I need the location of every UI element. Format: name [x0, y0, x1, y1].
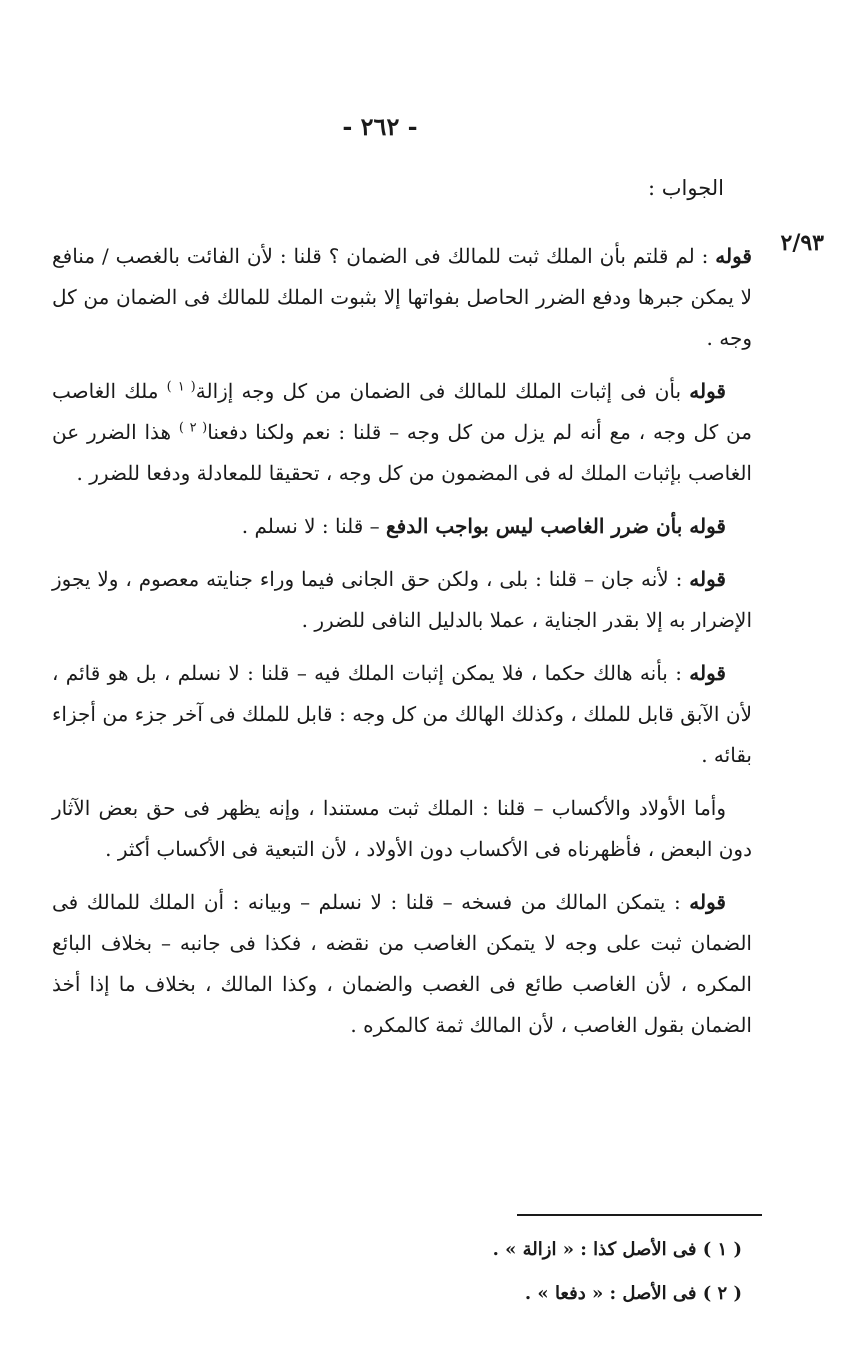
paragraph-lead: قوله	[715, 244, 752, 268]
paragraph-text: وأما الأولاد والأكساب – قلنا : الملك ثبت مستندا ، وإنه يظهر فى حق بعض الآثار دون البعض ، فأظهرناه فى الأكساب دون الأولاد ، لأن التبعية فى الأكساب أكثر .	[52, 796, 752, 861]
paragraph-lead: قوله	[689, 379, 726, 403]
footnote-2: ( ٢ ) فى الأصل : « دفعا » .	[524, 1283, 742, 1304]
section-heading: الجواب :	[648, 176, 724, 200]
paragraph-5	[52, 653, 752, 776]
paragraph-lead: قوله	[689, 567, 726, 591]
body-text	[52, 236, 752, 1058]
paragraph-3	[52, 506, 752, 547]
paragraph-text: هذا الضرر عن الغاصب بإثبات الملك له فى المضمون من كل وجه ، تحقيقا للمعادلة ودفعا للضرر .	[52, 420, 752, 485]
footnote-1: ( ١ ) فى الأصل كذا : « ازالة » .	[492, 1239, 742, 1260]
paragraph-7	[52, 882, 752, 1046]
footnote-divider	[517, 1214, 762, 1216]
paragraph-text: بأن فى إثبات الملك للمالك فى الضمان من كل وجه إزالة	[195, 379, 690, 403]
paragraph-2	[52, 371, 752, 494]
paragraph-text: : يتمكن المالك من فسخه – قلنا : لا نسلم – وبيانه : أن الملك للمالك فى الضمان ثبت على وجه لا يتمكن الغاصب من نقضه ، فكذا فى جانبه – بخلاف البائع المكره ، لأن الغاصب طائع فى الغصب والضمان ، وكذا المالك ، بخلاف ما إذا أخذ الضمان بقول الغاصب ، لأن المالك ثمة كالمكره .	[52, 890, 752, 1037]
paragraph-lead: قوله بأن ضرر الغاصب ليس بواجب الدفع	[386, 514, 726, 538]
page-number: - ٢٦٢ -	[342, 112, 418, 141]
margin-folio-reference: ٢/٩٣	[780, 230, 824, 256]
paragraph-text: ملك الغاصب من كل وجه ، مع أنه لم يزل من كل وجه – قلنا : نعم ولكنا دفعنا	[52, 379, 752, 444]
paragraph-lead: قوله	[689, 890, 726, 914]
footnote-reference-1: ( ١ )	[166, 379, 196, 395]
paragraph-1	[52, 236, 752, 359]
paragraph-text: : لم قلتم بأن الملك ثبت للمالك فى الضمان ؟ قلنا : لأن الفائت بالغصب / منافع لا يمكن جبرها ودفع الضرر الحاصل بفواتها إلا بثبوت الملك للمالك فى الضمان من كل وجه .	[52, 244, 752, 350]
paragraph-text: : بأنه هالك حكما ، فلا يمكن إثبات الملك فيه – قلنا : لا نسلم ، بل هو قائم ، لأن الآبق قابل للملك ، وكذلك الهالك من كل وجه : قابل للملك فى آخر جزء من أجزاء بقائه .	[52, 661, 752, 767]
paragraph-4	[52, 559, 752, 641]
paragraph-text: : لأنه جان – قلنا : بلى ، ولكن حق الجانى فيما وراء جنايته معصوم ، ولا يجوز الإضرار به إلا بقدر الجناية ، عملا بالدليل النافى للضرر .	[52, 567, 752, 632]
paragraph-text: – قلنا : لا نسلم .	[241, 514, 387, 538]
paragraph-6	[52, 788, 752, 870]
footnotes	[142, 1228, 742, 1316]
paragraph-lead: قوله	[689, 661, 726, 685]
footnote-reference-2: ( ٢ )	[178, 420, 208, 436]
